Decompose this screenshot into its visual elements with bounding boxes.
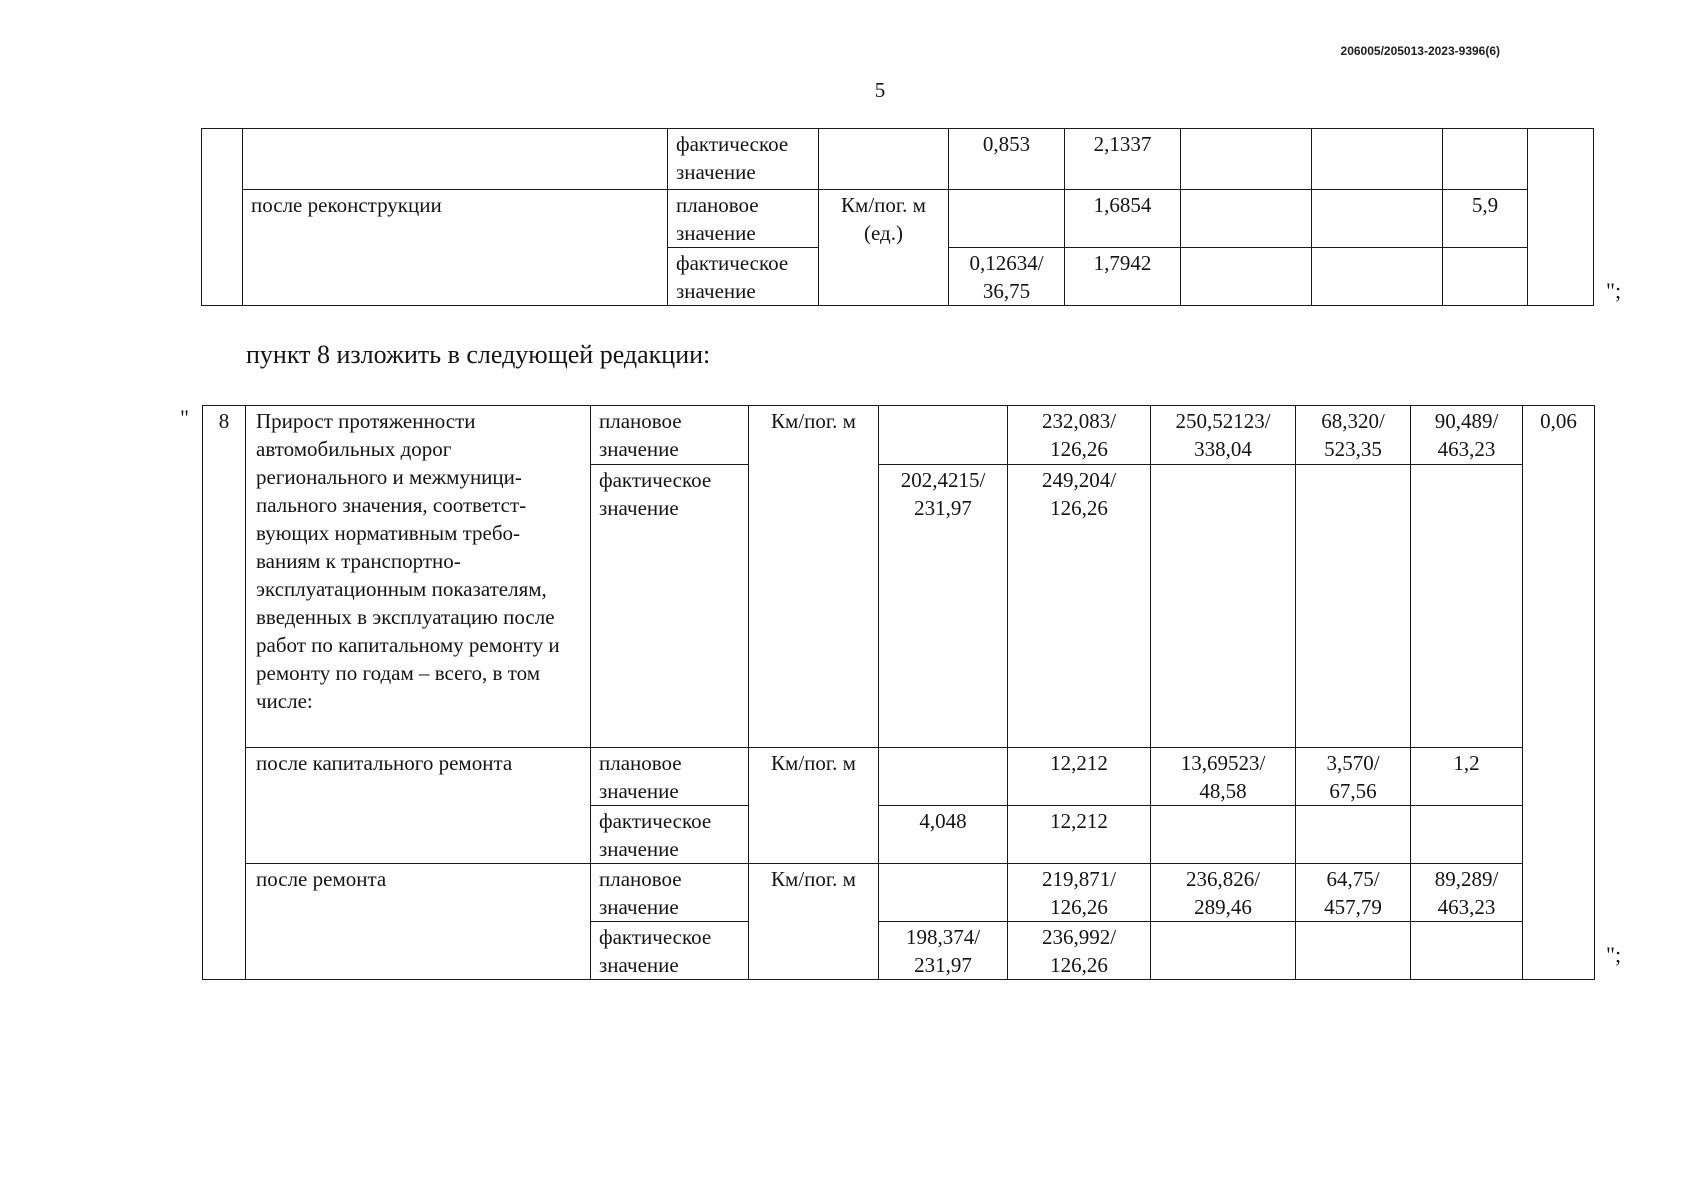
value-cell [1312,190,1443,248]
value-cell: 0,06 [1523,406,1595,980]
value-cell: 249,204/ 126,26 [1008,465,1151,748]
value-cell: 4,048 [879,806,1008,864]
amendment-instruction: пункт 8 изложить в следующей редакции: [246,340,711,369]
table-row [203,748,1595,806]
value-cell: 3,570/ 67,56 [1296,748,1411,806]
value-cell [1411,922,1523,980]
indicator-table-continuation [201,128,1594,306]
table-row [202,129,1594,190]
table-row [203,406,1595,465]
indicator-table-point-8 [202,405,1595,980]
value-cell [1151,806,1296,864]
value-type-cell: фактическое значение [591,806,749,864]
value-cell: 1,6854 [1065,190,1181,248]
value-type-cell: фактическое значение [591,465,749,748]
value-cell: 236,826/ 289,46 [1151,864,1296,922]
value-type-cell: плановое значение [668,190,819,248]
row-number-cell: 8 [203,406,246,980]
value-cell [1443,248,1528,306]
unit-cell: Км/пог. м [749,406,879,748]
number-cell [202,129,243,306]
unit-cell: Км/пог. м (ед.) [819,190,949,306]
value-cell [879,406,1008,465]
unit-cell [819,129,949,190]
value-type-cell: плановое значение [591,864,749,922]
value-cell: 64,75/ 457,79 [1296,864,1411,922]
value-cell: 0,12634/ 36,75 [949,248,1065,306]
value-cell [1181,248,1312,306]
table-row [203,864,1595,922]
value-cell: 250,52123/ 338,04 [1151,406,1296,465]
indicator-name-cell [243,129,668,190]
table-row [202,190,1594,248]
value-cell [1528,129,1594,306]
indicator-name-cell: Прирост протяженности автомобильных дорог регионального и межмуници-пального значения, соответст-вующих нормативным требо-ваниям к транспортно-эксплуатационным показателям, введенных в эксплуатацию после работ по капитальному ремонту и ремонту по годам – всего, в том числе: [246,406,591,748]
value-cell: 1,2 [1411,748,1523,806]
indicator-name-cell: после капитального ремонта [246,748,591,864]
value-cell: 90,489/ 463,23 [1411,406,1523,465]
value-cell [1151,465,1296,748]
value-cell [1181,129,1312,190]
value-cell: 13,69523/ 48,58 [1151,748,1296,806]
value-cell: 2,1337 [1065,129,1181,190]
value-cell [1312,129,1443,190]
page-number: 5 [874,78,886,102]
value-cell: 12,212 [1008,748,1151,806]
value-cell [1411,465,1523,748]
value-cell [1151,922,1296,980]
value-type-cell: плановое значение [591,748,749,806]
value-cell [1443,129,1528,190]
value-cell [1296,806,1411,864]
unit-cell: Км/пог. м [749,748,879,864]
value-cell: 89,289/ 463,23 [1411,864,1523,922]
value-type-cell: фактическое значение [668,129,819,190]
value-cell: 236,992/ 126,26 [1008,922,1151,980]
value-cell [1181,190,1312,248]
closing-quote: "; [1606,278,1622,303]
value-cell: 68,320/ 523,35 [1296,406,1411,465]
value-cell [949,190,1065,248]
value-cell [879,748,1008,806]
value-type-cell: фактическое значение [668,248,819,306]
value-cell: 202,4215/ 231,97 [879,465,1008,748]
value-cell: 232,083/ 126,26 [1008,406,1151,465]
value-cell: 0,853 [949,129,1065,190]
document-id: 206005/205013-2023-9396(6) [1340,44,1500,58]
value-cell [1296,465,1411,748]
indicator-name-cell: после реконструкции [243,190,668,306]
value-cell: 12,212 [1008,806,1151,864]
value-cell [1296,922,1411,980]
value-cell [1411,806,1523,864]
value-type-cell: фактическое значение [591,922,749,980]
value-cell: 5,9 [1443,190,1528,248]
value-cell: 198,374/ 231,97 [879,922,1008,980]
value-cell: 219,871/ 126,26 [1008,864,1151,922]
value-cell [1312,248,1443,306]
indicator-name-cell: после ремонта [246,864,591,980]
value-cell: 1,7942 [1065,248,1181,306]
closing-quote: "; [1606,942,1622,967]
unit-cell: Км/пог. м [749,864,879,980]
opening-quote: " [180,405,189,430]
value-type-cell: плановое значение [591,406,749,465]
value-cell [879,864,1008,922]
